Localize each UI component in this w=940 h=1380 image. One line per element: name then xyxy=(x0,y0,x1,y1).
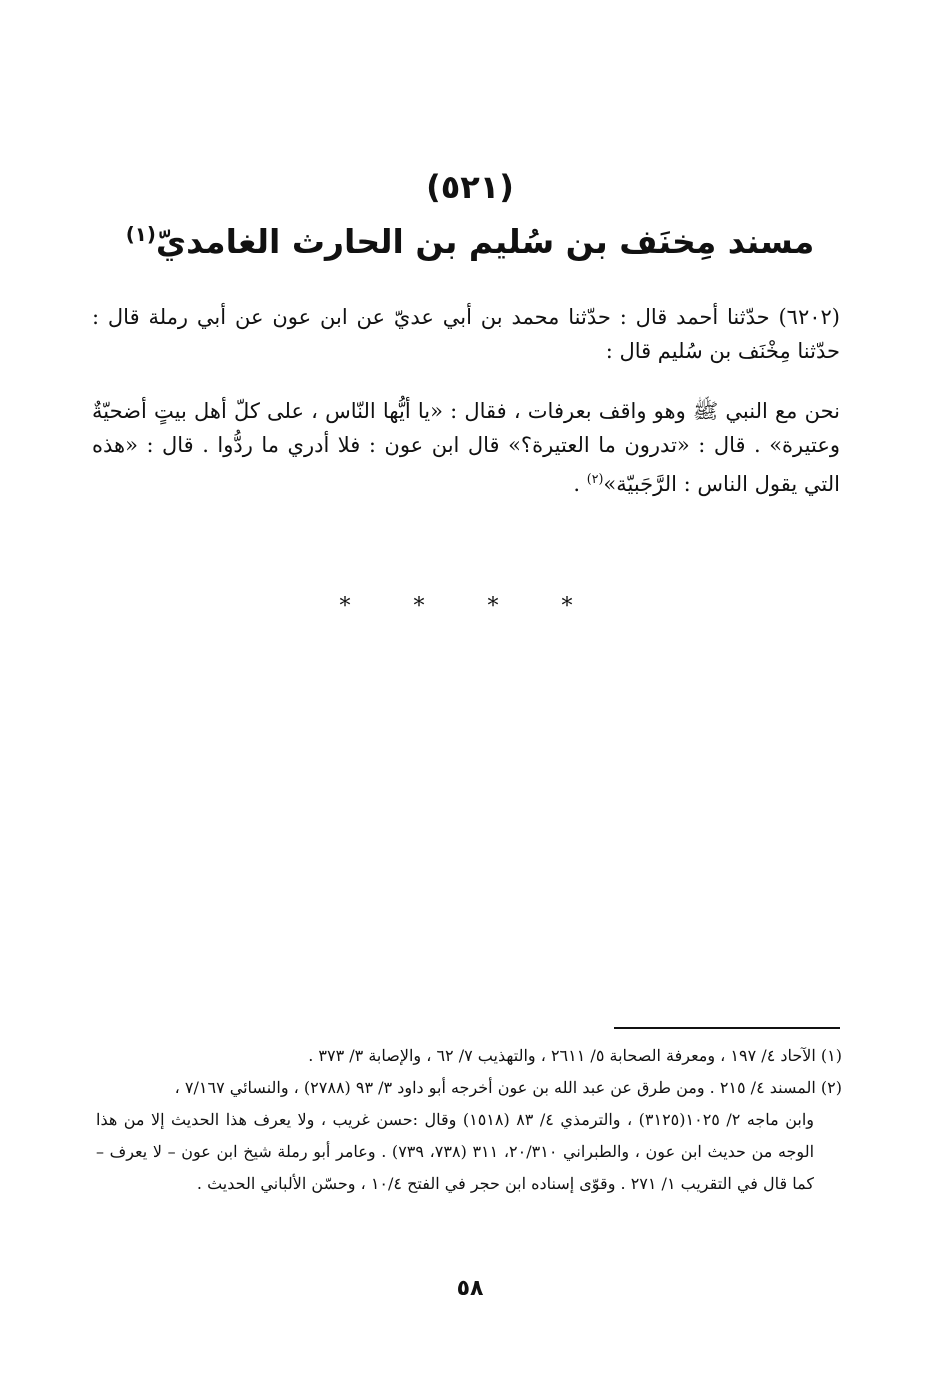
footnotes xyxy=(96,1040,842,1200)
page-number: ٥٨ xyxy=(456,1276,484,1301)
matn-footnote-marker: (٢) xyxy=(586,471,604,486)
hadith-number: (٦٢٠٢) xyxy=(778,305,840,329)
section-title-text: مسند مِخنَف بن سُليم بن الحارث الغامديّ xyxy=(155,222,815,261)
section-number: (٥٢١) xyxy=(426,168,514,206)
footnote-2: (٢) المسند ٤/ ٢١٥ . ومن طرق عن عبد الله بن عون أخرجه أبو داود ٣/ ٩٣ (٢٧٨٨) ، والنسائي ٧/١٦٧ ، xyxy=(174,1078,842,1097)
footnote-2-continuation: وابن ماجه ٢/ ١٠٢٥(٣١٢٥) ، والترمذي ٤/ ٨٣ (١٥١٨) وقال :حسن غريب ، ولا يعرف هذا الحديث إلا من هذا الوجه من حديث ابن عون ، والطبراني ٢٠/٣١٠، ٣١١ (٧٣٨، ٧٣٩) . وعامر أبو رملة شيخ ابن عون – لا يعرف – كما قال في التقريب ١/ ٢٧١ . وقوّى إسناده ابن حجر في الفتح ١٠/٤ ، وحسّن الألباني الحديث . xyxy=(96,1110,815,1193)
separator-stars: * * * * xyxy=(339,594,601,619)
hadith-matn: نحن مع النبي ﷺ وهو واقف بعرفات ، فقال : «يا أيُّها النّاس ، على كلّ أهل بيتٍ أضحيّةٌ وعتيرة» . قال : «تدرون ما العتيرة؟» قال ابن عون : فلا أدري ما ردُّوا . قال : «هذه التي يقول الناس : الرَّجَبيّة» xyxy=(92,399,840,496)
hadith-matn-paragraph xyxy=(92,394,840,501)
title-footnote-marker: (١) xyxy=(125,223,156,246)
section-title xyxy=(0,222,940,261)
matn-end: . xyxy=(573,472,587,496)
footnote-1: (١) الآحاد ٤/ ١٩٧ ، ومعرفة الصحابة ٥/ ٢٦١١ ، والتهذيب ٧/ ٦٢ ، والإصابة ٣/ ٣٧٣ . xyxy=(308,1046,842,1065)
hadith-isnad-paragraph xyxy=(92,300,840,368)
hadith-isnad: حدّثنا أحمد قال : حدّثنا محمد بن أبي عديّ عن ابن عون عن أبي رملة قال : حدّثنا مِخْنَف بن سُليم قال : xyxy=(92,305,840,363)
footnote-divider xyxy=(614,1027,840,1029)
